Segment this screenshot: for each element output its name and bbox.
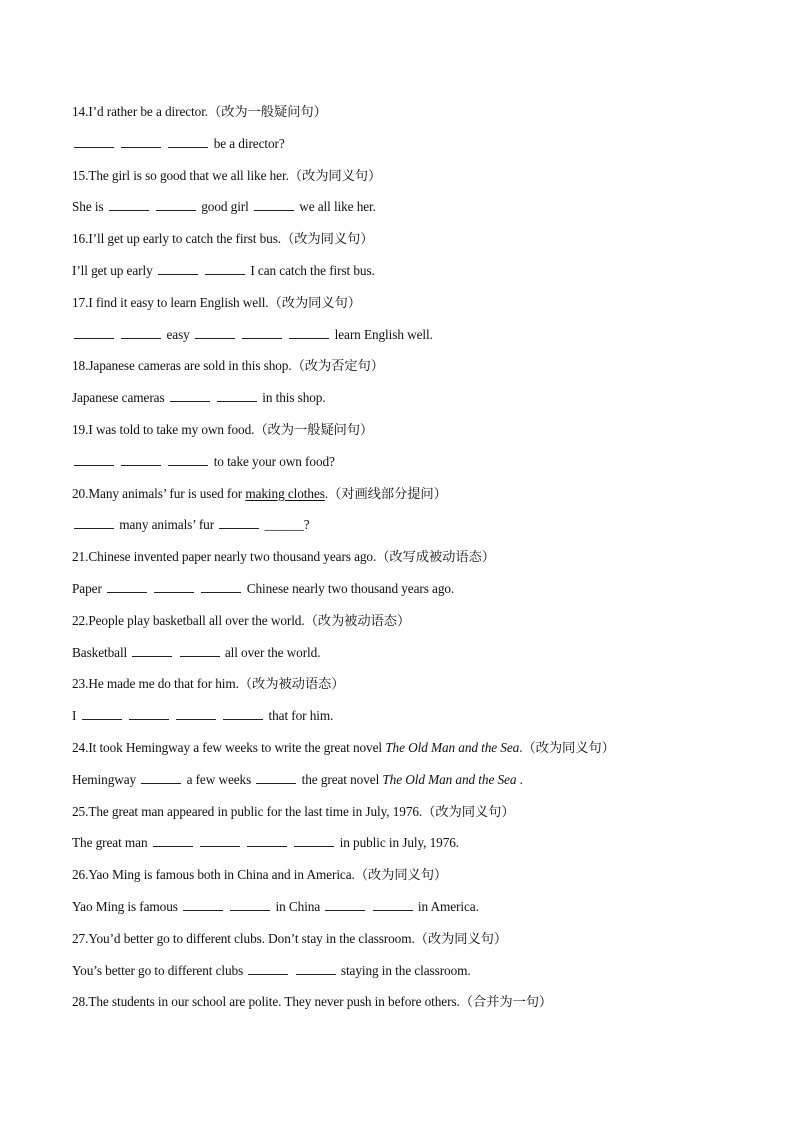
prompt-text: .（改为同义句） — [519, 739, 615, 755]
answer-line — [72, 832, 762, 864]
question-prompt — [72, 673, 762, 705]
text-run: Yao Ming is famous — [72, 898, 178, 914]
prompt-text: 20.Many animals’ fur is used for — [72, 485, 246, 501]
question-prompt — [72, 991, 762, 1023]
text-run: The great man — [72, 835, 148, 851]
answer-blank[interactable] — [154, 580, 194, 593]
prompt-text: 15.The girl is so good that we all like her.（改为同义句） — [72, 167, 382, 183]
text-run: . — [519, 771, 523, 787]
answer-blank[interactable] — [168, 135, 208, 148]
text-run: I — [72, 708, 77, 724]
question-prompt — [72, 737, 762, 769]
answer-blank[interactable] — [176, 707, 216, 720]
answer-line — [72, 514, 762, 546]
text-run: She is — [72, 199, 104, 215]
text-run: many animals’ fur — [119, 517, 215, 533]
question-prompt — [72, 292, 762, 324]
answer-blank[interactable] — [121, 326, 161, 339]
question-prompt — [72, 483, 762, 515]
question-prompt — [72, 928, 762, 960]
prompt-text: 22.People play basketball all over the world.（改为被动语态） — [72, 612, 411, 628]
text-run: learn English well. — [334, 326, 433, 342]
text-run: I can catch the first bus. — [250, 262, 375, 278]
answer-line — [72, 260, 762, 292]
answer-blank[interactable] — [74, 326, 114, 339]
text-run: good girl — [201, 199, 249, 215]
prompt-text: 26.Yao Ming is famous both in China and in America.（改为同义句） — [72, 867, 448, 883]
answer-line — [72, 451, 762, 483]
question-prompt — [72, 101, 762, 133]
answer-blank[interactable] — [248, 962, 288, 975]
prompt-text: 16.I’ll get up early to catch the first bus.（改为同义句） — [72, 231, 374, 247]
answer-blank[interactable] — [254, 198, 294, 211]
text-run: in America. — [417, 898, 479, 914]
answer-blank[interactable] — [82, 707, 122, 720]
italic-title: The Old Man and the Sea — [385, 739, 520, 755]
answer-blank[interactable] — [121, 453, 161, 466]
prompt-text: 25.The great man appeared in public for the last time in July, 1976.（改为同义句） — [72, 803, 515, 819]
question-prompt — [72, 228, 762, 260]
text-run: Hemingway — [72, 771, 137, 787]
answer-blank[interactable] — [153, 834, 193, 847]
answer-blank[interactable] — [195, 326, 235, 339]
answer-blank[interactable] — [168, 453, 208, 466]
answer-blank[interactable] — [247, 834, 287, 847]
question-prompt — [72, 165, 762, 197]
text-run: in China — [275, 898, 321, 914]
answer-blank[interactable] — [74, 135, 114, 148]
answer-blank[interactable] — [183, 898, 223, 911]
text-run: be a director? — [213, 135, 285, 151]
text-run: staying in the classroom. — [340, 962, 471, 978]
answer-blank[interactable] — [180, 644, 220, 657]
prompt-text: 18.Japanese cameras are sold in this shop.（改为否定句） — [72, 358, 384, 374]
answer-blank[interactable] — [205, 262, 245, 275]
question-list — [72, 101, 762, 1023]
text-run: that for him. — [268, 708, 334, 724]
prompt-text: 14.I’d rather be a director.（改为一般疑问句） — [72, 104, 327, 119]
answer-blank[interactable] — [217, 389, 257, 402]
answer-line — [72, 324, 762, 356]
prompt-text: 17.I find it easy to learn English well.（改为同义句） — [72, 294, 361, 310]
answer-blank[interactable] — [256, 771, 296, 784]
prompt-text: 19.I was told to take my own food.（改为一般疑问句） — [72, 421, 374, 437]
prompt-text: 24.It took Hemingway a few weeks to write the great novel — [72, 739, 386, 755]
text-run: Basketball — [72, 644, 128, 660]
text-run: Paper — [72, 580, 102, 596]
prompt-text: .（对画线部分提问） — [324, 485, 447, 501]
question-prompt — [72, 546, 762, 578]
answer-line — [72, 196, 762, 228]
text-run: all over the world. — [224, 644, 321, 660]
answer-blank[interactable] — [109, 198, 149, 211]
answer-blank[interactable] — [200, 834, 240, 847]
answer-line — [72, 896, 762, 928]
answer-line — [72, 578, 762, 610]
prompt-text: 23.He made me do that for him.（改为被动语态） — [72, 676, 345, 692]
prompt-text: 21.Chinese invented paper nearly two thousand years ago.（改写成被动语态） — [72, 549, 495, 565]
text-run: we all like her. — [299, 199, 376, 215]
prompt-text: 27.You’d better go to different clubs. Don’t stay in the classroom.（改为同义句） — [72, 930, 508, 946]
prompt-text: 28.The students in our school are polite. They never push in before others.（合并为一句） — [72, 994, 553, 1010]
answer-blank[interactable] — [294, 834, 334, 847]
answer-blank[interactable] — [107, 580, 147, 593]
text-run: a few weeks — [186, 771, 252, 787]
answer-line — [72, 705, 762, 737]
text-run: ______? — [264, 517, 310, 533]
question-prompt — [72, 355, 762, 387]
text-run: Chinese nearly two thousand years ago. — [246, 580, 455, 596]
question-prompt — [72, 610, 762, 642]
question-prompt — [72, 419, 762, 451]
answer-blank[interactable] — [158, 262, 198, 275]
answer-line — [72, 769, 762, 801]
answer-line — [72, 387, 762, 419]
text-run: Japanese cameras — [72, 390, 165, 406]
answer-blank[interactable] — [141, 771, 181, 784]
text-run: You’s better go to different clubs — [72, 962, 244, 978]
text-run: easy — [166, 326, 190, 342]
answer-line — [72, 133, 762, 165]
answer-line — [72, 642, 762, 674]
answer-line — [72, 960, 762, 992]
answer-blank[interactable] — [121, 135, 161, 148]
answer-blank[interactable] — [289, 326, 329, 339]
question-prompt — [72, 801, 762, 833]
text-run: in public in July, 1976. — [339, 835, 460, 851]
answer-blank[interactable] — [325, 898, 365, 911]
underlined-text: making clothes — [245, 485, 325, 501]
answer-blank[interactable] — [242, 326, 282, 339]
text-run: in this shop. — [262, 390, 326, 406]
answer-blank[interactable] — [223, 707, 263, 720]
question-prompt — [72, 864, 762, 896]
text-run: I’ll get up early — [72, 262, 153, 278]
text-run: to take your own food? — [213, 453, 335, 469]
answer-blank[interactable] — [230, 898, 270, 911]
answer-blank[interactable] — [156, 198, 196, 211]
answer-blank[interactable] — [373, 898, 413, 911]
answer-blank[interactable] — [170, 389, 210, 402]
answer-blank[interactable] — [74, 453, 114, 466]
italic-title: The Old Man and the Sea — [382, 771, 517, 787]
answer-blank[interactable] — [129, 707, 169, 720]
answer-blank[interactable] — [219, 516, 259, 529]
answer-blank[interactable] — [201, 580, 241, 593]
answer-blank[interactable] — [132, 644, 172, 657]
text-run: the great novel — [301, 771, 383, 787]
answer-blank[interactable] — [296, 962, 336, 975]
answer-blank[interactable] — [74, 516, 114, 529]
